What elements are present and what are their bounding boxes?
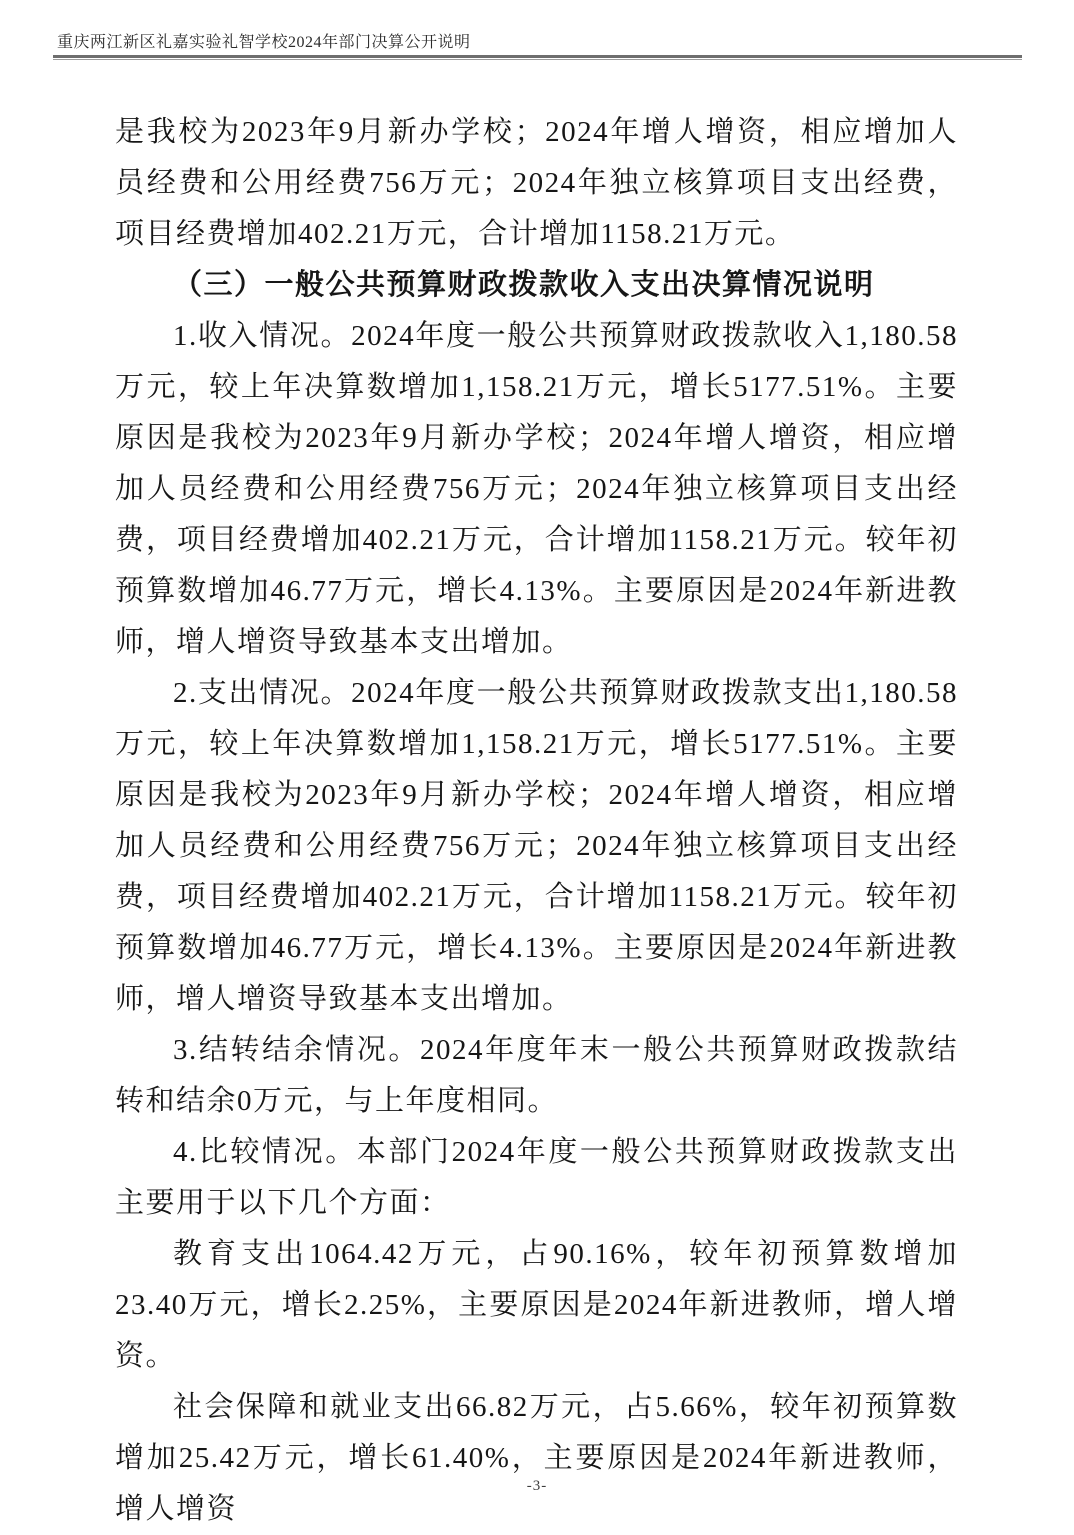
- page-footer: [0, 1478, 1074, 1495]
- paragraph-education-spending: 教育支出1064.42万元，占90.16%，较年初预算数增加23.40万元，增长2.25%，主要原因是2024年新进教师，增人增资。: [115, 1238, 958, 1372]
- paragraph-social-security-spending: 社会保障和就业支出66.82万元，占5.66%，较年初预算数增加25.42万元，增长61.40%，主要原因是2024年新进教师，增人增资: [115, 1391, 958, 1525]
- paragraph-continuation: 是我校为2023年9月新办学校；2024年增人增资，相应增加人员经费和公用经费756万元；2024年独立核算项目支出经费，项目经费增加402.21万元，合计增加1158.21万元。: [115, 116, 958, 250]
- page-number: -3-: [526, 1478, 548, 1494]
- paragraph-carryover: 3.结转结余情况。2024年度年末一般公共预算财政拨款结转和结余0万元，与上年度相同。: [115, 1034, 958, 1117]
- paragraph-expenditure: 2.支出情况。2024年度一般公共预算财政拨款支出1,180.58万元，较上年决算数增加1,158.21万元，增长5177.51%。主要原因是我校为2023年9月新办学校；2024年增人增资，相应增加人员经费和公用经费756万元；2024年独立核算项目支出经费，项目经费增加402.21万元，合计增加1158.21万元。较年初预算数增加46.77万元，增长4.13%。主要原因是2024年新进教师，增人增资导致基本支出增加。: [115, 677, 958, 1015]
- header-title: 重庆两江新区礼嘉实验礼智学校2024年部门决算公开说明: [57, 34, 471, 51]
- section-heading: （三）一般公共预算财政拨款收入支出决算情况说明: [173, 269, 875, 301]
- paragraph-income: 1.收入情况。2024年度一般公共预算财政拨款收入1,180.58万元，较上年决算数增加1,158.21万元，增长5177.51%。主要原因是我校为2023年9月新办学校；2024年增人增资，相应增加人员经费和公用经费756万元；2024年独立核算项目支出经费，项目经费增加402.21万元，合计增加1158.21万元。较年初预算数增加46.77万元，增长4.13%。主要原因是2024年新进教师，增人增资导致基本支出增加。: [115, 320, 958, 658]
- header-rule-divider: [53, 55, 1022, 60]
- document-body: [115, 107, 958, 1535]
- paragraph-comparison-intro: 4.比较情况。本部门2024年度一般公共预算财政拨款支出主要用于以下几个方面：: [115, 1136, 958, 1219]
- page-header: [53, 33, 1022, 60]
